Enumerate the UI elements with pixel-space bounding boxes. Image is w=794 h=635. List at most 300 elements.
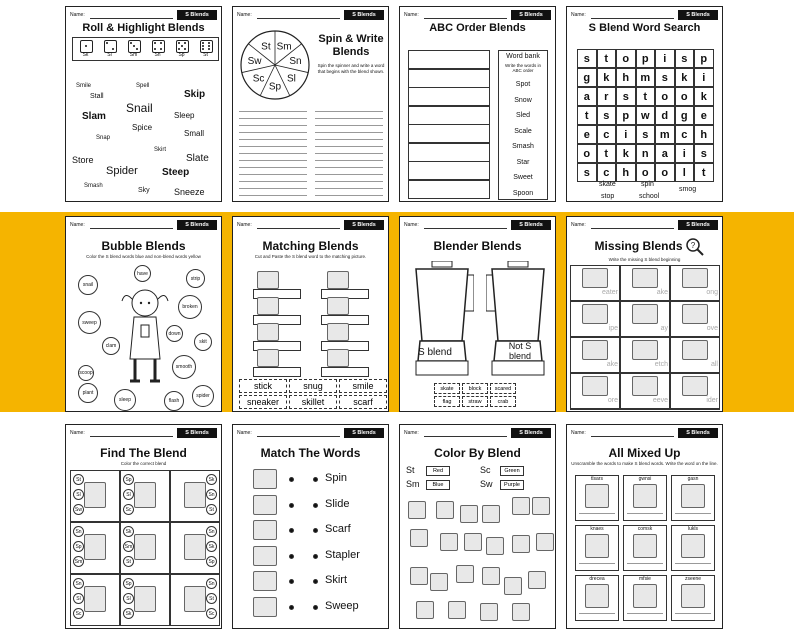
grid-letter[interactable]: t [597, 49, 617, 68]
pip [112, 48, 114, 50]
word-bubble[interactable]: scoop [78, 365, 94, 381]
word-item: Stall [90, 93, 104, 100]
grid-letter[interactable]: w [636, 106, 656, 125]
blend-option[interactable]: St [206, 593, 217, 604]
worksheet-color-blend: Name: S Blends Color By Blend St Red Sc Green Sm Blue Sw Purple [399, 424, 556, 629]
pip [202, 48, 204, 50]
picture [582, 340, 608, 360]
picture [632, 376, 658, 396]
blend-option[interactable]: Sk [206, 541, 217, 552]
bank-word: Spoon [512, 189, 534, 197]
grid-letter[interactable]: n [636, 144, 656, 163]
word-item: Sneeze [174, 187, 205, 197]
answer-box[interactable] [408, 124, 490, 143]
answer-line[interactable] [627, 513, 663, 514]
word-item: Slate [186, 153, 209, 164]
grid-letter[interactable]: s [655, 68, 675, 87]
writing-line [239, 174, 307, 175]
picture [681, 484, 705, 508]
writing-line [239, 153, 307, 154]
picture [486, 537, 504, 555]
scrambled-word: mfsie [639, 576, 651, 582]
blend-option[interactable]: Sm [123, 541, 134, 552]
writing-line [239, 181, 307, 182]
grid-letter[interactable]: c [597, 125, 617, 144]
cut-word[interactable]: block [462, 383, 488, 394]
writing-line [239, 139, 307, 140]
scrambled-word: tlsars [591, 476, 603, 482]
blend-option[interactable]: Sn [206, 526, 217, 537]
grid-letter[interactable]: d [655, 106, 675, 125]
writing-line [239, 160, 307, 161]
answer-box[interactable] [408, 69, 490, 88]
word-ending[interactable]: ake [606, 361, 618, 368]
blend-option[interactable]: Sp [123, 474, 134, 485]
cut-word[interactable]: skate [434, 383, 460, 394]
picture [253, 495, 277, 515]
word-bubble[interactable]: have [134, 265, 151, 282]
spinner-segment-label: Sp [268, 81, 282, 93]
blend-option[interactable]: St [73, 474, 84, 485]
picture [682, 268, 708, 288]
search-word: skate [599, 181, 616, 188]
spinner-segment-label: Sn [289, 55, 302, 67]
page-title: Find The Blend [100, 446, 187, 460]
pip [184, 48, 186, 50]
writing-line [315, 167, 383, 168]
key-color: Green [500, 466, 524, 476]
blend-option[interactable]: Sn [206, 489, 217, 500]
word-bubble[interactable]: spider [192, 385, 214, 407]
word-item: Sky [138, 187, 150, 194]
page-title: Matching Blends [262, 239, 359, 253]
word-item: Steep [162, 167, 190, 178]
paste-box[interactable] [253, 367, 301, 377]
word-bubble[interactable]: sweep [78, 311, 101, 334]
pip [106, 42, 108, 44]
pip [178, 42, 180, 44]
grid-letter[interactable]: o [577, 144, 597, 163]
cut-word[interactable]: snug [289, 379, 337, 393]
grid-letter[interactable]: i [675, 144, 695, 163]
picture [327, 297, 349, 315]
grid-letter[interactable]: s [616, 87, 636, 106]
grid-letter[interactable]: k [675, 68, 695, 87]
grid-letter[interactable]: o [616, 49, 636, 68]
match-word: Slide [325, 497, 350, 510]
answer-box[interactable] [408, 106, 490, 125]
picture [585, 534, 609, 558]
picture [682, 304, 708, 324]
answer-line[interactable] [579, 563, 615, 564]
picture [327, 323, 349, 341]
grid-letter[interactable]: o [655, 163, 675, 182]
answer-box[interactable] [408, 50, 490, 69]
writing-line [315, 174, 383, 175]
spinner-segment-label: Sw [247, 55, 262, 67]
grid-letter[interactable]: a [655, 144, 675, 163]
blend-option[interactable]: Sp [206, 556, 217, 567]
word-item: Snap [96, 135, 111, 141]
blend-option[interactable]: Sn [206, 578, 217, 589]
spinner[interactable] [239, 29, 311, 101]
picture [632, 268, 658, 288]
word-ending[interactable]: ay [660, 325, 668, 332]
blend-option[interactable]: Sl [123, 489, 134, 500]
grid-letter[interactable]: e [694, 106, 714, 125]
blend-option[interactable]: Sk [123, 608, 134, 619]
picture [633, 584, 657, 608]
grid-letter[interactable]: k [694, 87, 714, 106]
blend-option[interactable]: Sm [73, 556, 84, 567]
picture [682, 376, 708, 396]
word-bubble[interactable]: plant [78, 383, 98, 403]
blender-icon [410, 261, 474, 377]
cut-word[interactable]: scarf [339, 395, 387, 409]
spin-instructions: Spin the spinner and write a word that begins with the blend shown. [317, 63, 385, 74]
grid-letter[interactable]: m [636, 68, 656, 87]
scrambled-word: gasn [687, 476, 699, 482]
picture [327, 271, 349, 289]
match-dot[interactable] [313, 528, 318, 533]
picture [512, 603, 530, 621]
picture [582, 268, 608, 288]
page-title: All Mixed Up [608, 446, 681, 460]
scrambled-word: lukls [687, 526, 698, 532]
picture [582, 304, 608, 324]
word-bubble[interactable]: smooth [172, 355, 196, 379]
blend-option[interactable]: St [123, 556, 134, 567]
writing-line [315, 160, 383, 161]
dice-row [72, 37, 219, 61]
match-dot[interactable] [313, 503, 318, 508]
girl-drinking-illustration [120, 281, 170, 391]
word-bubble[interactable]: skit [194, 333, 212, 351]
spin-title: Spin & Write Blends [318, 33, 384, 58]
picture [536, 533, 554, 551]
key-blend: Sw [480, 479, 493, 489]
writing-line [239, 188, 307, 189]
picture [436, 501, 454, 519]
picture [134, 534, 156, 560]
pip [202, 42, 204, 44]
answer-line[interactable] [675, 563, 711, 564]
grid-letter[interactable]: s [636, 125, 656, 144]
blend-option[interactable]: Sn [73, 578, 84, 589]
grid-letter[interactable]: m [655, 125, 675, 144]
grid-letter[interactable]: k [616, 144, 636, 163]
spinner-segment-label: Sc [252, 73, 265, 85]
blend-option[interactable]: Sl [123, 593, 134, 604]
answer-line[interactable] [675, 513, 711, 514]
search-word: smog [679, 186, 697, 193]
cut-word[interactable]: straw [462, 396, 488, 407]
word-ending[interactable]: ove [706, 325, 718, 332]
grid-letter[interactable]: s [675, 49, 695, 68]
pip [208, 45, 210, 47]
word-bubble[interactable]: snail [78, 275, 98, 295]
grid-letter[interactable]: i [616, 125, 636, 144]
worksheet-roll-highlight [65, 6, 222, 202]
grid-letter[interactable]: g [675, 106, 695, 125]
grid-letter[interactable]: p [694, 49, 714, 68]
match-dot[interactable] [289, 554, 294, 559]
cut-word[interactable]: flag [434, 396, 460, 407]
picture [528, 571, 546, 589]
scrambled-word: knaes [590, 526, 604, 532]
picture [632, 304, 658, 324]
grid-letter[interactable]: a [577, 87, 597, 106]
writing-line [239, 195, 307, 196]
answer-box[interactable] [408, 143, 490, 162]
svg-text:?: ? [690, 241, 696, 250]
word-item: Skip [184, 89, 206, 100]
cut-word[interactable]: smile [339, 379, 387, 393]
grid-letter[interactable]: s [694, 144, 714, 163]
non-blend-label: Not S blend [508, 341, 532, 361]
grid-letter[interactable]: o [675, 87, 695, 106]
grid-letter[interactable]: e [577, 125, 597, 144]
word-item: Smile [76, 83, 92, 89]
word-item: Sleep [174, 111, 195, 120]
blend-option[interactable]: Sk [123, 526, 134, 537]
search-word: school [639, 193, 660, 200]
blend-label: S blend [418, 347, 452, 358]
bank-word: Sled [515, 112, 530, 119]
picture [134, 586, 156, 612]
picture [585, 484, 609, 508]
page-title: Roll & Highlight Blends [82, 22, 205, 34]
page-title: Bubble Blends [101, 239, 186, 253]
pip [154, 48, 156, 50]
word-item: Spider [106, 165, 138, 177]
grid-letter[interactable]: t [597, 144, 617, 163]
picture [253, 546, 277, 566]
match-dot[interactable] [289, 503, 294, 508]
blend-option[interactable]: Sc [73, 608, 84, 619]
word-bubble[interactable]: flash [164, 391, 184, 411]
writing-line [315, 153, 383, 154]
die-label: Sn [154, 52, 161, 58]
match-dot[interactable] [289, 605, 294, 610]
pip [202, 45, 204, 47]
picture [416, 601, 434, 619]
blend-option[interactable]: St [206, 504, 217, 515]
grid-letter[interactable]: c [675, 125, 695, 144]
key-color: Red [426, 466, 450, 476]
grid-letter[interactable]: i [694, 68, 714, 87]
answer-line[interactable] [627, 563, 663, 564]
writing-line [239, 118, 307, 119]
pip [208, 42, 210, 44]
page-title: Missing Blends [594, 239, 683, 253]
spinner-segment-label: St [261, 41, 271, 53]
worksheet-match-words: Name: S Blends Match The Words Spin Slide Scarf Stapler Skirt Sweep [232, 424, 389, 629]
picture [512, 535, 530, 553]
blend-option[interactable]: Sn [73, 526, 84, 537]
grid-letter[interactable]: k [597, 68, 617, 87]
bank-word: Scale [514, 127, 532, 135]
page-title: Blender Blends [433, 239, 522, 253]
word-ending[interactable]: eeve [652, 397, 668, 404]
page-title: ABC Order Blends [429, 22, 526, 34]
cut-word[interactable]: stick [239, 379, 287, 393]
cut-word[interactable]: sneaker [239, 395, 287, 409]
die-label: Sl [107, 52, 112, 58]
word-ending[interactable]: all [710, 361, 718, 368]
grid-letter[interactable]: p [636, 49, 656, 68]
paste-box[interactable] [321, 367, 369, 377]
writing-line [315, 188, 383, 189]
answer-box[interactable] [408, 87, 490, 106]
spinner-segment-label: Sl [286, 73, 296, 85]
worksheet-abc-order: Name: S Blends ABC Order Blends Word bank Write the words in ABC order Spot Snow Sled Scale Smash Star Sweet Spoon [399, 6, 556, 202]
picture [253, 597, 277, 617]
word-ending[interactable]: ake [656, 289, 668, 296]
word-bubble[interactable]: clam [102, 337, 120, 355]
blend-option[interactable]: Sl [73, 489, 84, 500]
word-ending[interactable]: eater [602, 289, 618, 296]
answer-line[interactable] [579, 513, 615, 514]
worksheet-mixed-up: Name: S Blends All Mixed Up Unscramble the words to make S blend words. Write the word on the line. tlsars gwnsi gasn knaes comsk lukls drecea mfsie zseene [566, 424, 723, 629]
pip [133, 45, 135, 47]
match-dot[interactable] [313, 477, 318, 482]
answer-line[interactable] [675, 613, 711, 614]
match-dot[interactable] [313, 554, 318, 559]
picture [327, 349, 349, 367]
grid-letter[interactable]: r [597, 87, 617, 106]
writing-line [315, 125, 383, 126]
word-bubble[interactable]: broken [178, 295, 202, 319]
search-word: spin [641, 181, 654, 188]
picture [184, 586, 206, 612]
match-word: Spin [325, 472, 348, 484]
blend-option[interactable]: Sp [123, 578, 134, 589]
pip [208, 48, 210, 50]
search-word: stop [601, 193, 615, 200]
grid-letter[interactable]: s [577, 163, 597, 182]
blend-option[interactable]: Sk [206, 474, 217, 485]
word-item: Smash [84, 183, 103, 189]
picture [440, 533, 458, 551]
writing-line [239, 167, 307, 168]
word-bank: Word bank Write the words in ABC order Spot Snow Sled Scale Smash Star Sweet Spoon [498, 50, 548, 200]
writing-line [315, 132, 383, 133]
picture [682, 340, 708, 360]
cut-word[interactable]: crab [490, 396, 516, 407]
page-title: S Blend Word Search [588, 22, 701, 34]
key-blend: Sc [480, 465, 491, 475]
blend-option[interactable]: Sc [123, 504, 134, 515]
die-label: St [203, 52, 208, 58]
picture [464, 533, 482, 551]
grid-letter[interactable]: l [675, 163, 695, 182]
word-ending[interactable]: ipe [608, 325, 618, 332]
blend-option[interactable]: Sc [206, 608, 217, 619]
picture [482, 567, 500, 585]
bank-word: Snow [514, 96, 532, 104]
grid-letter[interactable]: t [694, 163, 714, 182]
instructions: Cut and Paste the S blend word to the matching picture. [254, 254, 367, 259]
grid-letter[interactable]: h [616, 163, 636, 182]
picture [504, 577, 522, 595]
grid-letter[interactable]: s [597, 106, 617, 125]
grid-letter[interactable]: o [655, 87, 675, 106]
grid-letter[interactable]: i [655, 49, 675, 68]
name-label: Name: [70, 12, 85, 18]
writing-line [239, 146, 307, 147]
scrambled-word: drecea [589, 576, 605, 582]
picture [460, 505, 478, 523]
grid-letter[interactable]: c [597, 163, 617, 182]
word-ending[interactable]: ong [706, 289, 718, 296]
answer-line[interactable] [627, 613, 663, 614]
grid-letter[interactable]: o [636, 163, 656, 182]
match-dot[interactable] [313, 605, 318, 610]
match-dot[interactable] [289, 528, 294, 533]
match-dot[interactable] [289, 579, 294, 584]
picture [456, 565, 474, 583]
bank-word: Smash [512, 143, 534, 150]
grid-letter[interactable]: h [694, 125, 714, 144]
word-ending[interactable]: ider [706, 397, 718, 404]
picture [532, 497, 550, 515]
page-title: Color By Blend [434, 446, 521, 460]
picture [253, 520, 277, 540]
grid-letter[interactable]: p [616, 106, 636, 125]
scrambled-word: gwnsi [638, 476, 652, 482]
blend-option[interactable]: Sl [73, 593, 84, 604]
grid-letter[interactable]: t [636, 87, 656, 106]
cut-word[interactable]: skillet [289, 395, 337, 409]
answer-box[interactable] [408, 161, 490, 180]
word-bubble[interactable]: sleep [114, 389, 136, 411]
picture [448, 601, 466, 619]
worksheet-spin-write: Name: S Blends Sm Sn Sl Sp Sc Sw St Spin & Write Blends Spin the spinner and write a word that begins with the blend shown. [232, 6, 389, 202]
worksheet-missing-blends: Name: S Blends Missing Blends ? Write the missing S blend beginning eater ake ong ipe ay ove ake etch all ore eeve ider [566, 216, 723, 412]
picture [410, 567, 428, 585]
scrambled-word: comsk [637, 526, 653, 532]
match-dot[interactable] [289, 477, 294, 482]
blend-option[interactable]: Sp [73, 541, 84, 552]
picture [253, 469, 277, 489]
match-dot[interactable] [313, 579, 318, 584]
grid-letter[interactable]: s [577, 49, 597, 68]
magnifier-icon [685, 237, 705, 257]
picture [633, 534, 657, 558]
word-bubble[interactable]: strip [186, 269, 205, 288]
blend-option[interactable]: Sw [73, 504, 84, 515]
grid-letter[interactable]: t [577, 106, 597, 125]
word-ending[interactable]: etch [654, 361, 668, 368]
word-ending[interactable]: ore [607, 397, 618, 404]
grid-letter[interactable]: g [577, 68, 597, 87]
picture [585, 584, 609, 608]
picture [430, 573, 448, 591]
word-bubble[interactable]: down [166, 325, 183, 342]
pip [178, 48, 180, 50]
picture [84, 482, 106, 508]
picture [184, 534, 206, 560]
pip [154, 42, 156, 44]
cut-word[interactable]: scared [490, 383, 516, 394]
writing-line [239, 125, 307, 126]
answer-line[interactable] [579, 613, 615, 614]
answer-box[interactable] [408, 180, 490, 199]
grid-letter[interactable]: h [616, 68, 636, 87]
picture [408, 501, 426, 519]
word-item: Skirt [154, 147, 166, 153]
